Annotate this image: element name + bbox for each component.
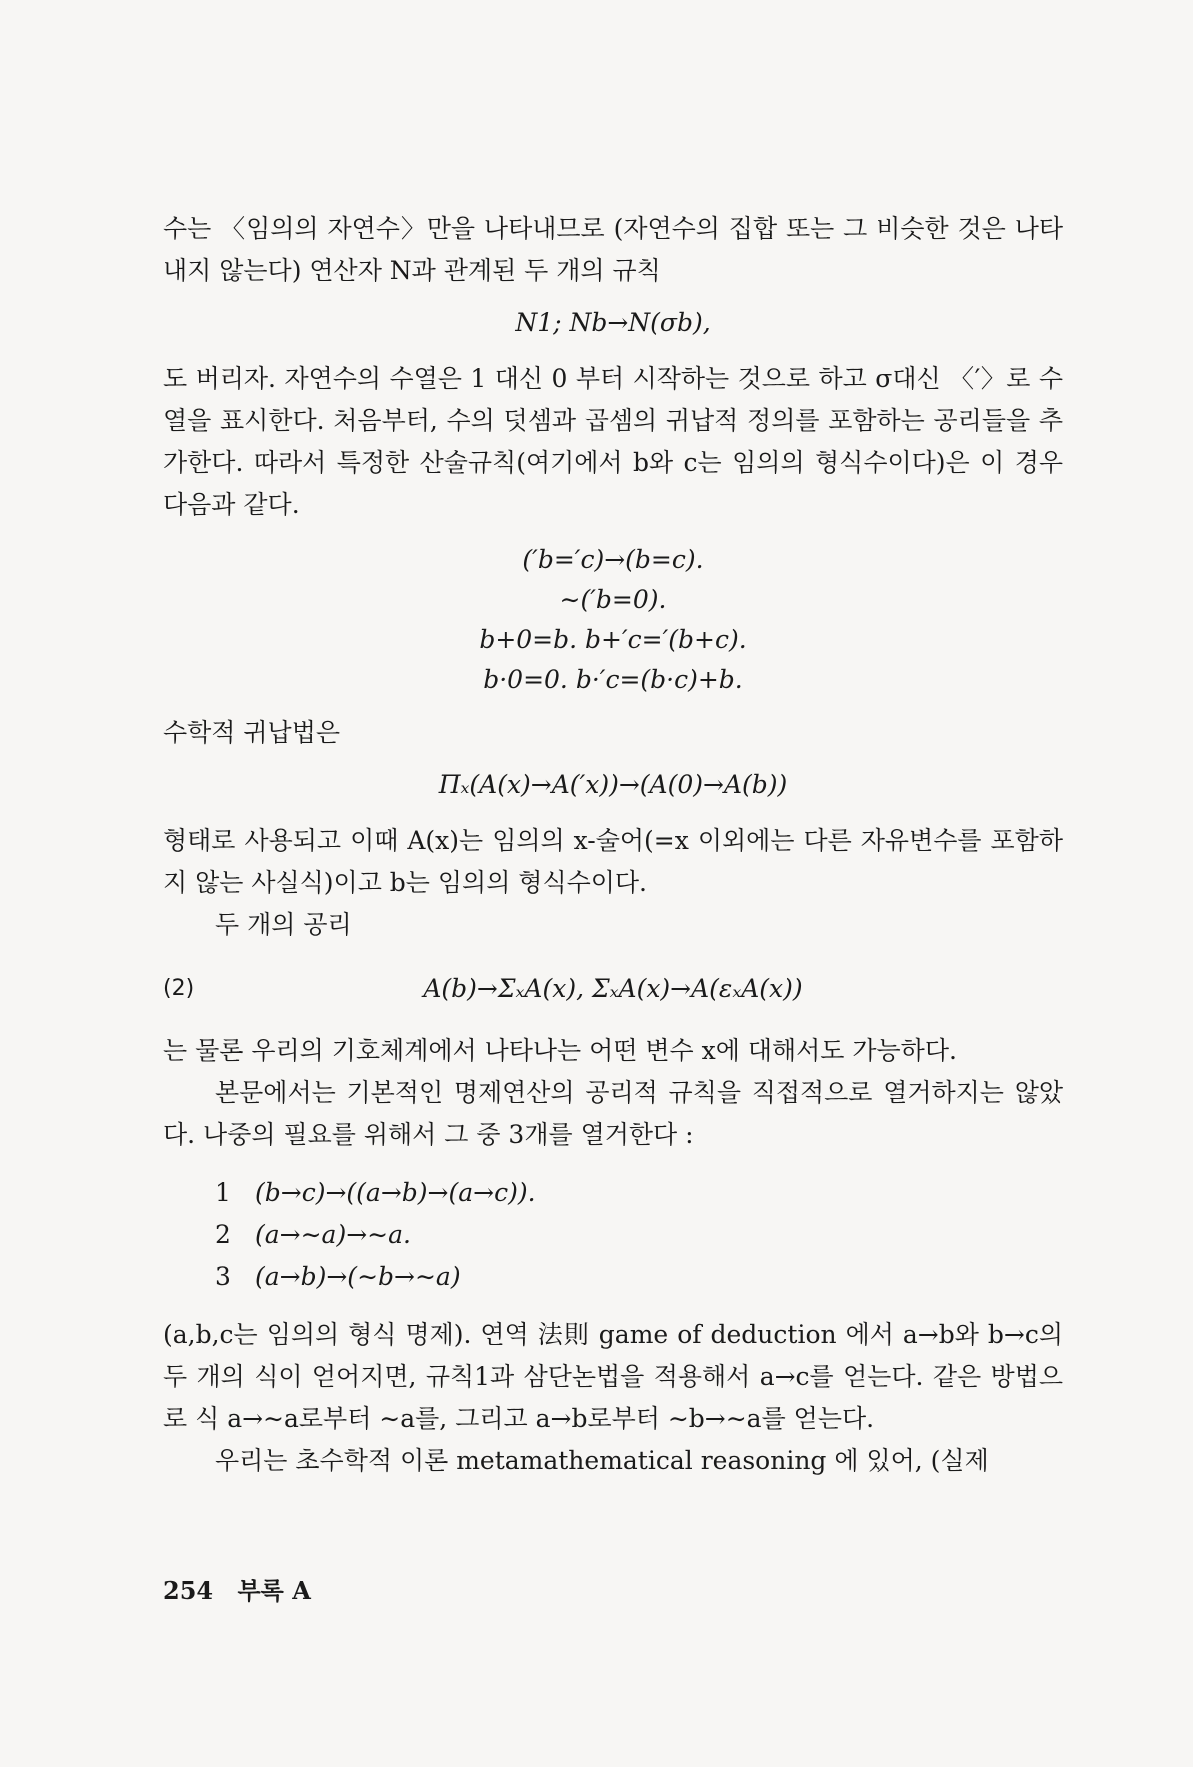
paragraph-5: 두 개의 공리 — [215, 910, 352, 939]
formula-induction: Πₓ(A(x)→A(′x))→(A(0)→A(b)) — [438, 770, 788, 799]
formula-arith-1: (′b=′c)→(b=c). — [522, 545, 704, 574]
list-item-formula: (a→b)→(∼b→∼a) — [255, 1262, 461, 1291]
paragraph-1: 수는 〈임의의 자연수〉만을 나타내므로 (자연수의 집합 또는 그 비슷한 것은 나타내지 않는다) 연산자 N과 관계된 두 개의 규칙 — [163, 214, 1063, 285]
list-item-number: 3 — [215, 1262, 231, 1291]
arithmetic-rules — [163, 540, 1063, 700]
numbered-formula-list — [215, 1172, 1063, 1298]
axiom-formula — [163, 968, 1063, 1010]
equation-label: (2) — [163, 976, 195, 1001]
page-number: 254 — [163, 1576, 214, 1605]
list-item — [215, 1214, 1063, 1256]
paragraph-3: 수학적 귀납법은 — [163, 718, 340, 747]
paragraph-2: 도 버리자. 자연수의 수열은 1 대신 0 부터 시작하는 것으로 하고 σ대신 〈′〉로 수열을 표시한다. 처음부터, 수의 덧셈과 곱셈의 귀납적 정의를 포함하는 공리들을 추가한다. 따라서 특정한 산술규칙(여기에서 b와 c는 임의의 형식수이다)은 이 경우 다음과 같다. — [163, 364, 1063, 519]
paragraph-8: (a,b,c는 임의의 형식 명제). 연역 法則 game of deduction 에서 a→b와 b→c의 두 개의 식이 얻어지면, 규칙1과 삼단논법을 적용해서 a→c를 얻는다. 같은 방법으로 식 a→∼a로부터 ∼a를, 그리고 a→b로부터 ∼b→∼a를 얻는다. — [163, 1320, 1063, 1433]
list-item — [215, 1172, 1063, 1214]
formula-axioms: A(b)→ΣₓA(x), ΣₓA(x)→A(εₓA(x)) — [423, 974, 803, 1003]
formula-rules-n: N1; Nb→N(σb), — [515, 308, 711, 337]
paragraph-4: 형태로 사용되고 이때 A(x)는 임의의 x-술어(=x 이외에는 다른 자유변수를 포함하지 않는 사실식)이고 b는 임의의 형식수이다. — [163, 826, 1063, 897]
paragraph-9: 우리는 초수학적 이론 metamathematical reasoning 에 있어, (실제 — [215, 1446, 989, 1475]
section-title: 부록 A — [237, 1576, 311, 1605]
formula-arith-2: ∼(′b=0). — [559, 585, 667, 614]
list-item-number: 2 — [215, 1220, 231, 1249]
formula-arith-4: b·0=0. b·′c=(b·c)+b. — [483, 665, 743, 694]
list-item — [215, 1256, 1063, 1298]
list-item-number: 1 — [215, 1178, 231, 1207]
paragraph-6: 는 물론 우리의 기호체계에서 나타나는 어떤 변수 x에 대해서도 가능하다. — [163, 1036, 957, 1065]
list-item-formula: (a→∼a)→∼a. — [255, 1220, 411, 1249]
page-footer — [163, 1571, 311, 1606]
paragraph-7: 본문에서는 기본적인 명제연산의 공리적 규칙을 직접적으로 열거하지는 않았다. 나중의 필요를 위해서 그 중 3개를 열거한다 : — [163, 1078, 1063, 1149]
formula-arith-3: b+0=b. b+′c=′(b+c). — [479, 625, 747, 654]
page-body — [163, 208, 1063, 1482]
list-item-formula: (b→c)→((a→b)→(a→c)). — [255, 1178, 536, 1207]
